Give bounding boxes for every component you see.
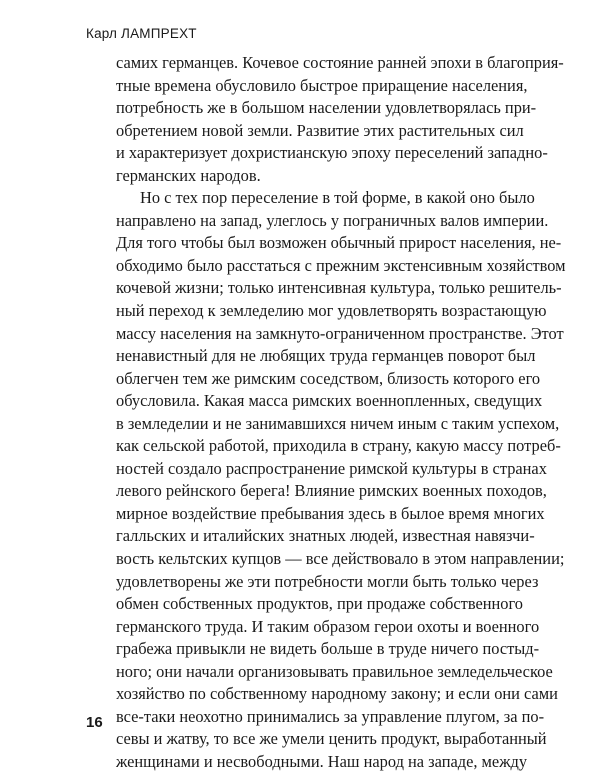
running-head: Карл ЛАМПРЕХТ (86, 26, 197, 41)
text-line: галльских и италийских знатных людей, известная навязчи- (116, 526, 535, 546)
text-line: обходимо было расстаться с прежним экстенсивным хозяйством (116, 255, 566, 275)
paragraph (116, 52, 564, 187)
text-line: удовлетворены же эти потребности могли быть только через (116, 571, 539, 591)
text-line: ного; они начали организовывать правильное земледельческое (116, 661, 553, 681)
text-line: севы и жатву, то все же умели ценить продукт, выработанный (116, 729, 547, 749)
text-line: и характеризует дохристианскую эпоху переселений западно- (116, 143, 548, 163)
text-line: германского труда. И таким образом герои охоты и военного (116, 616, 540, 636)
text-line: как сельской работой, приходила в страну, какую массу потреб- (116, 436, 561, 456)
text-line: ностей создало распространение римской культуры в странах (116, 458, 547, 478)
text-line: самих германцев. Кочевое состояние ранней эпохи в благоприя- (116, 53, 564, 72)
text-line: направлено на запад, улеглось у пограничных валов империи. (116, 210, 549, 230)
text-line: хозяйство по собственному народному закону; и если они сами (116, 684, 558, 704)
text-line: все-таки неохотно принимались за управление плугом, за по- (116, 706, 545, 726)
text-line: облегчен тем же римским соседством, близость которого его (116, 368, 541, 388)
text-line: потребность же в большом населении удовлетворялась при- (116, 98, 537, 118)
page-number: 16 (86, 714, 103, 731)
body-text (116, 52, 566, 774)
text-line: левого рейнского берега! Влияние римских военных походов, (116, 481, 547, 501)
text-line: германских народов. (116, 165, 261, 185)
paragraph (116, 187, 566, 773)
text-line: женщинами и несвободными. Наш народ на западе, между (116, 751, 528, 771)
text-line: вость кельтских купцов — все действовало в этом направлении; (116, 549, 565, 569)
text-line: массу населения на замкнуто-ограниченном пространстве. Этот (116, 323, 564, 343)
text-line: тные времена обусловило быстрое приращение населения, (116, 75, 528, 95)
text-line: обретением новой земли. Развитие этих растительных сил (116, 120, 524, 140)
text-line: мирное воздействие пребывания здесь в былое время многих (116, 503, 545, 523)
text-line: грабежа привыкли не видеть больше в труде ничего постыд- (116, 639, 540, 659)
text-line: Для того чтобы был возможен обычный прирост населения, не- (116, 233, 562, 253)
text-line: ненавистный для не любящих труда германцев поворот был (116, 346, 536, 366)
text-line: обусловила. Какая масса римских военнопленных, сведущих (116, 391, 543, 411)
text-line: обмен собственных продуктов, при продаже собственного (116, 594, 523, 614)
text-line: Но с тех пор переселение в той форме, в какой оно было (140, 188, 535, 208)
text-line: кочевой жизни; только интенсивная культура, только решитель- (116, 278, 562, 298)
text-line: ный переход к земледелию мог удовлетворять возрастающую (116, 301, 547, 321)
text-line: в земледелии и не занимавшихся ничем иным с таким успехом, (116, 413, 560, 433)
